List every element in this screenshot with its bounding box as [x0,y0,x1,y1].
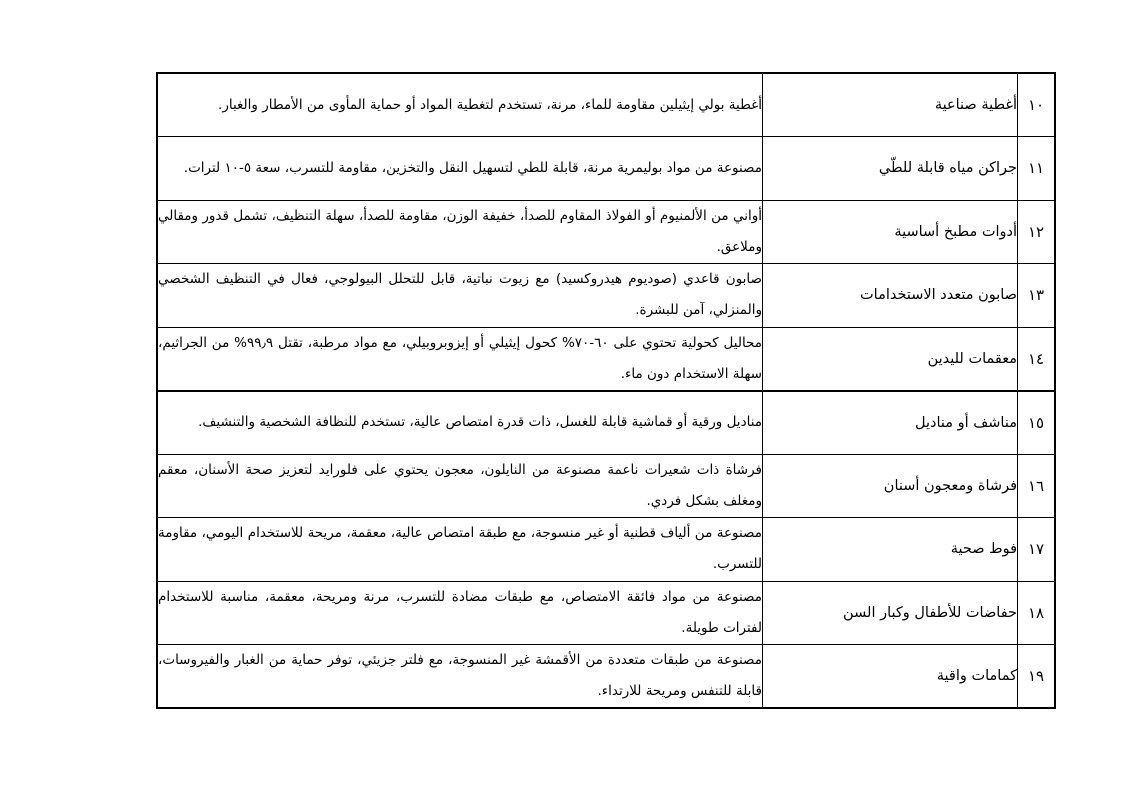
item-name: حفاضات للأطفال وكبار السن [763,581,1018,645]
item-name: مناشف أو مناديل [763,391,1018,455]
item-description: محاليل كحولية تحتوي على ٦٠-٧٠% كحول إيثيلي أو إيزوبروبيلي، مع مواد مرطبة، تقتل ٩٩٫٩% من الجراثيم، سهلة الاستخدام دون ماء. [157,327,763,391]
item-number: ١٩ [1018,645,1056,709]
item-description: مصنوعة من مواد بوليمرية مرنة، قابلة للطي لتسهيل النقل والتخزين، مقاومة للتسرب، سعة ٥-١٠ لترات. [157,137,763,201]
table-row [157,581,1055,645]
item-description: صابون قاعدي (صوديوم هيدروكسيد) مع زيوت نباتية، قابل للتحلل البيولوجي، فعال في التنظيف الشخصي والمنزلي، آمن للبشرة. [157,264,763,328]
item-description: مناديل ورقية أو قماشية قابلة للغسل، ذات قدرة امتصاص عالية، تستخدم للنظافة الشخصية والتنشيف. [157,391,763,455]
table-row [157,327,1055,391]
item-number: ١٢ [1018,200,1056,264]
item-description: مصنوعة من ألياف قطنية أو غير منسوجة، مع طبقة امتصاص عالية، معقمة، مريحة للاستخدام اليومي، مقاومة للتسرب. [157,518,763,582]
table-row [157,73,1055,137]
items-table [156,72,1056,709]
table-row [157,645,1055,709]
item-number: ١٥ [1018,391,1056,455]
item-description: فرشاة ذات شعيرات ناعمة مصنوعة من النايلون، معجون يحتوي على فلورايد لتعزيز صحة الأسنان، معقم ومغلف بشكل فردي. [157,454,763,518]
item-number: ١٣ [1018,264,1056,328]
item-name: فوط صحية [763,518,1018,582]
items-table-body [157,73,1055,708]
table-row [157,200,1055,264]
item-description: مصنوعة من طبقات متعددة من الأقمشة غير المنسوجة، مع فلتر جزيئي، توفر حماية من الغبار والفيروسات، قابلة للتنفس ومريحة للارتداء. [157,645,763,709]
item-description: مصنوعة من مواد فائقة الامتصاص، مع طبقات مضادة للتسرب، مرنة ومريحة، معقمة، مناسبة للاستخدام لفترات طويلة. [157,581,763,645]
table-row [157,264,1055,328]
item-name: كمامات واقية [763,645,1018,709]
item-number: ١٤ [1018,327,1056,391]
item-name: فرشاة ومعجون أسنان [763,454,1018,518]
item-name: جراكن مياه قابلة للطّي [763,137,1018,201]
item-number: ١٨ [1018,581,1056,645]
item-name: أدوات مطبخ أساسية [763,200,1018,264]
item-name: أغطية صناعية [763,73,1018,137]
table-row [157,518,1055,582]
item-number: ١٦ [1018,454,1056,518]
item-name: صابون متعدد الاستخدامات [763,264,1018,328]
item-description: أواني من الألمنيوم أو الفولاذ المقاوم للصدأ، خفيفة الوزن، مقاومة للصدأ، سهلة التنظيف، تشمل قدور ومقالي وملاعق. [157,200,763,264]
item-name: معقمات لليدين [763,327,1018,391]
item-number: ١٠ [1018,73,1056,137]
table-row [157,391,1055,455]
item-number: ١٧ [1018,518,1056,582]
item-number: ١١ [1018,137,1056,201]
item-description: أغطية بولي إيثيلين مقاومة للماء، مرنة، تستخدم لتغطية المواد أو حماية المأوى من الأمطار والغبار. [157,73,763,137]
table-row [157,137,1055,201]
table-row [157,454,1055,518]
